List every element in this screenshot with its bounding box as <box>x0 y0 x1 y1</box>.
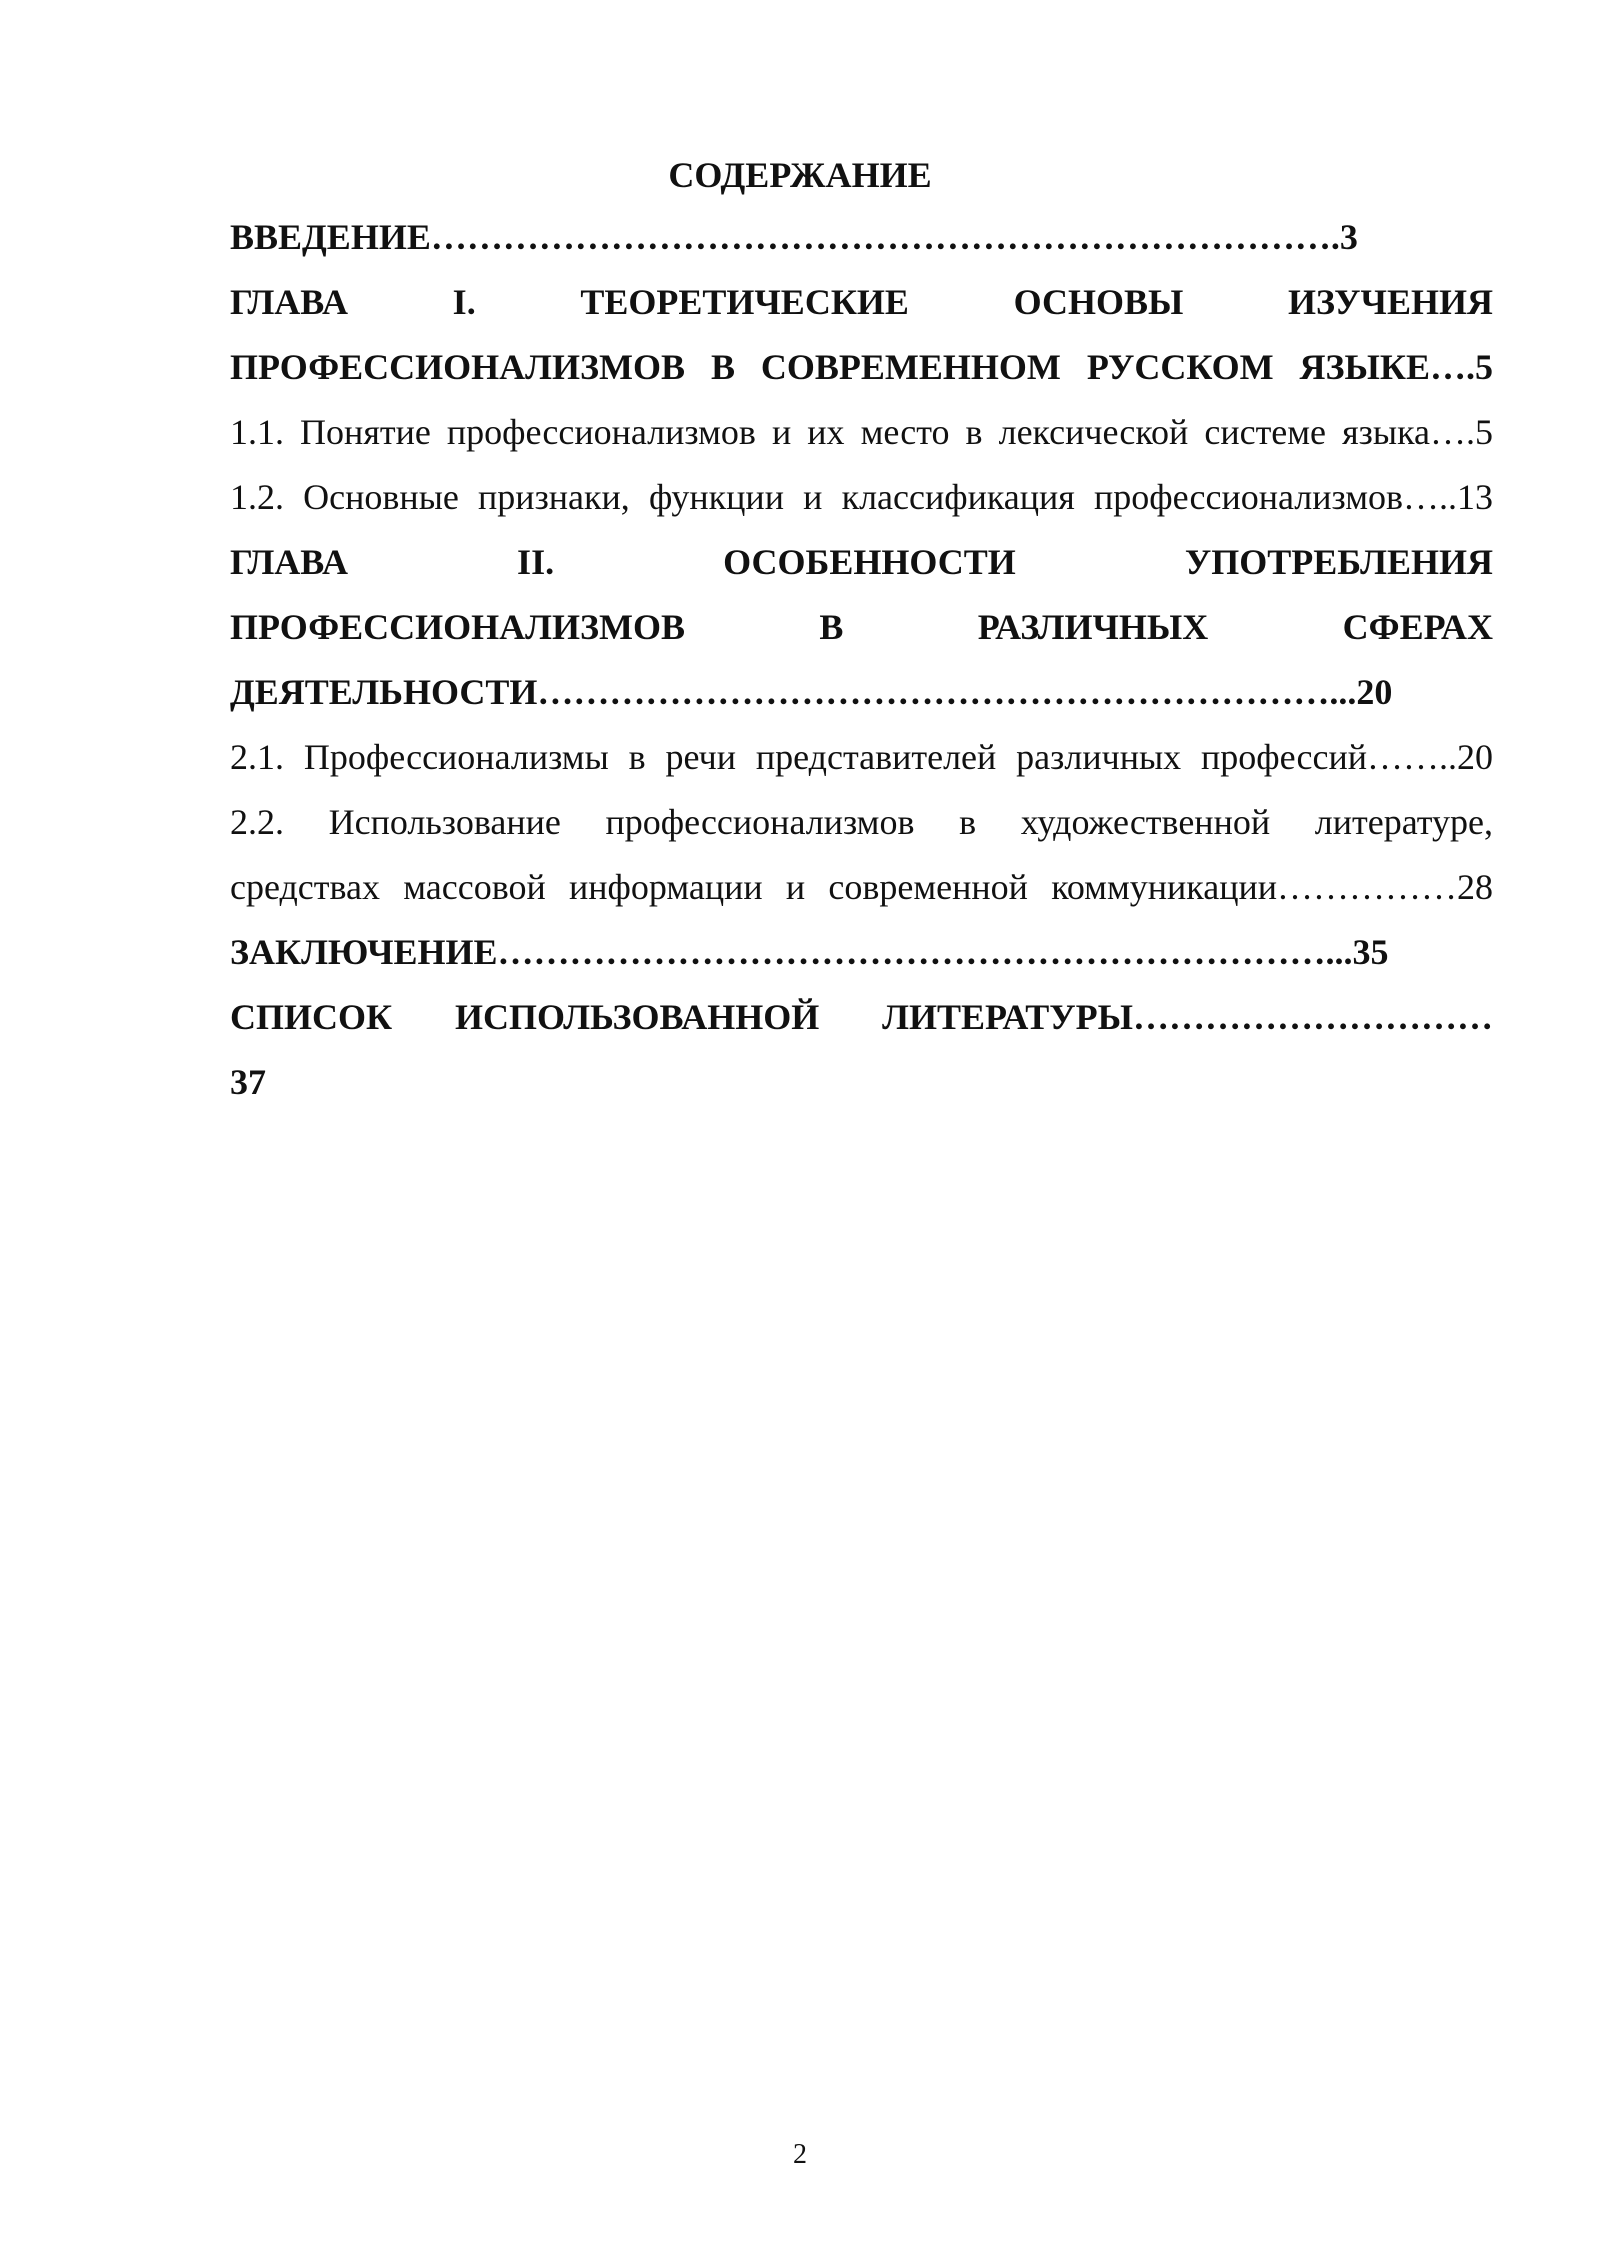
toc-entry-chapter-2-line-1: ГЛАВА II. ОСОБЕННОСТИ УПОТРЕБЛЕНИЯ <box>230 542 1493 582</box>
toc-entry-chapter-2-line-2: ПРОФЕССИОНАЛИЗМОВ В РАЗЛИЧНЫХ СФЕРАХ <box>230 607 1493 647</box>
table-of-contents <box>230 205 1493 1115</box>
page-title: СОДЕРЖАНИЕ <box>668 155 932 195</box>
toc-entry-chapter-2-line-3: ДЕЯТЕЛЬНОСТИ…………………………………………………………...20 <box>230 672 1393 712</box>
toc-entry-section-2-2-line-1: 2.2. Использование профессионализмов в художественной литературе, <box>230 802 1493 842</box>
toc-entry-chapter-1-line-2: ПРОФЕССИОНАЛИЗМОВ В СОВРЕМЕННОМ РУССКОМ ЯЗЫКЕ….5 <box>230 347 1493 387</box>
toc-entry-section-2-1: 2.1. Профессионализмы в речи представителей различных профессий……..20 <box>230 737 1493 777</box>
page-number: 2 <box>793 2139 807 2170</box>
toc-entry-chapter-1-line-1: ГЛАВА I. ТЕОРЕТИЧЕСКИЕ ОСНОВЫ ИЗУЧЕНИЯ <box>230 282 1493 322</box>
toc-entry-conclusion: ЗАКЛЮЧЕНИЕ……………………………………………………………...35 <box>230 932 1389 972</box>
toc-entry-introduction: ВВЕДЕНИЕ………………………………………………………………….3 <box>230 217 1358 257</box>
toc-entry-section-1-2: 1.2. Основные признаки, функции и классификация профессионализмов…..13 <box>230 477 1493 517</box>
toc-entry-references-line-1: СПИСОК ИСПОЛЬЗОВАННОЙ ЛИТЕРАТУРЫ………………………… <box>230 997 1493 1037</box>
toc-entry-section-2-2-line-2: средствах массовой информации и современной коммуникации……………28 <box>230 867 1493 907</box>
toc-entry-references-page: 37 <box>230 1062 266 1102</box>
toc-entry-section-1-1: 1.1. Понятие профессионализмов и их место в лексической системе языка….5 <box>230 412 1493 452</box>
